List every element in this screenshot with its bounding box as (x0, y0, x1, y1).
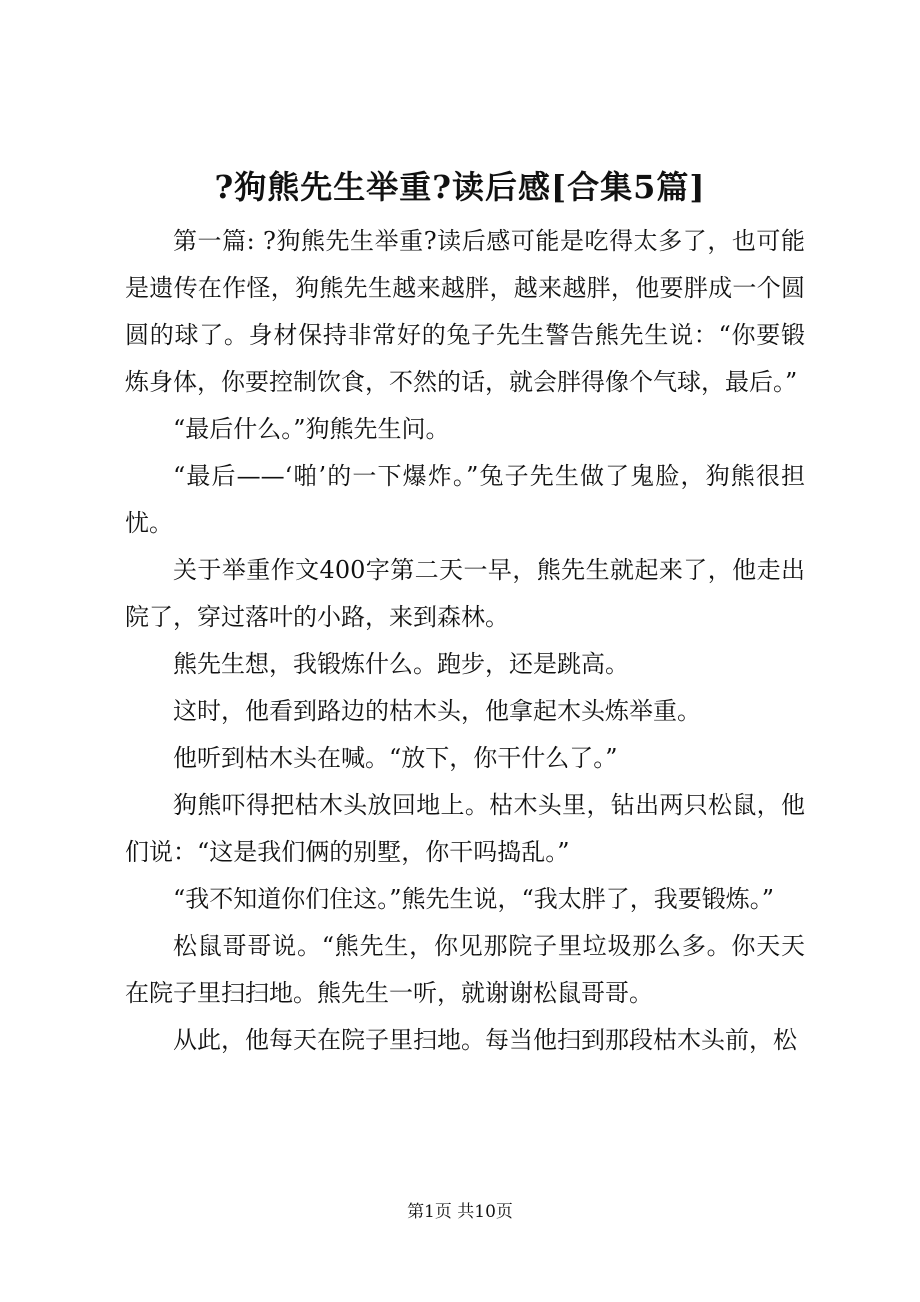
paragraph: 他听到枯木头在喊。“放下，你干什么了。” (173, 744, 618, 772)
paragraph: “最后什么。”狗熊先生问。 (173, 415, 450, 443)
document-body (125, 218, 805, 1064)
paragraph: “最后——‘啪’的一下爆炸。”兔子先生做了鬼脸，狗熊很担忧。 (125, 462, 805, 537)
paragraph: 松鼠哥哥说。“熊先生，你见那院子里垃圾那么多。你天天在院子里扫扫地。熊先生一听，就谢谢松鼠哥哥。 (125, 932, 805, 1007)
paragraph: 从此，他每天在院子里扫地。每当他扫到那段枯木头前，松 (173, 1026, 797, 1054)
paragraph: “我不知道你们住这。”熊先生说，“我太胖了，我要锻炼。” (173, 885, 775, 913)
paragraph: 熊先生想，我锻炼什么。跑步，还是跳高。 (173, 650, 629, 678)
paragraph: 关于举重作文400字第二天一早，熊先生就起来了，他走出院了，穿过落叶的小路，来到森林。 (125, 556, 805, 631)
paragraph: 狗熊吓得把枯木头放回地上。枯木头里，钻出两只松鼠，他们说：“这是我们俩的别墅，你干吗捣乱。” (125, 791, 805, 866)
paragraph: 第一篇: ?狗熊先生举重?读后感可能是吃得太多了，也可能是遗传在作怪，狗熊先生越来越胖，越来越胖，他要胖成一个圆圆的球了。身材保持非常好的兔子先生警告熊先生说：“你要锻炼身体，你要控制饮食，不然的话，就会胖得像个气球，最后。” (125, 227, 805, 396)
page-footer: 第1页 共10页 (407, 1202, 513, 1222)
paragraph: 这时，他看到路边的枯木头，他拿起木头炼举重。 (173, 697, 701, 725)
document-title: ?狗熊先生举重?读后感[合集5篇] (214, 168, 706, 206)
